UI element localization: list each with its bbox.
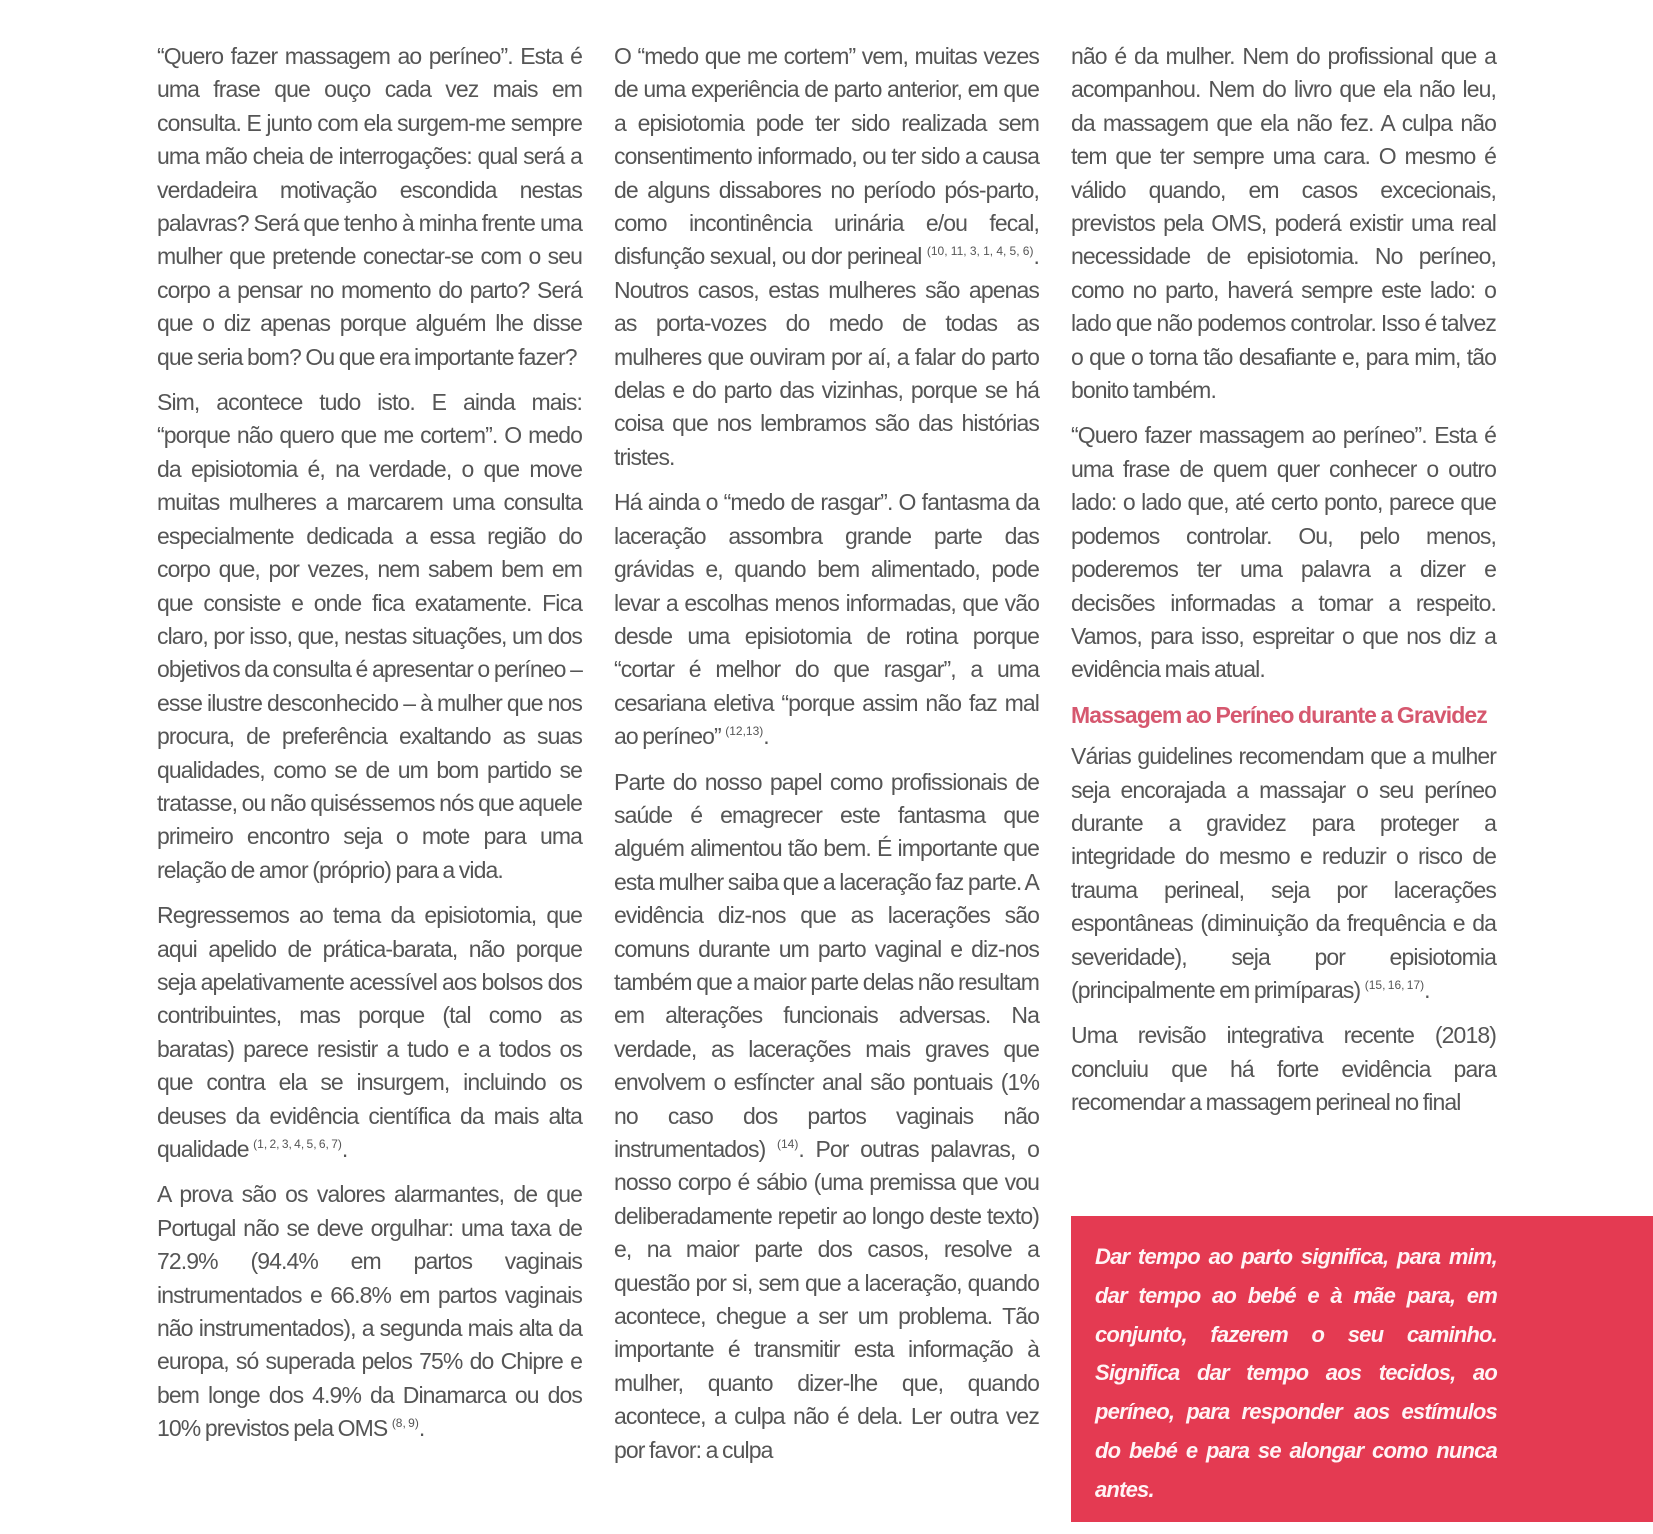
paragraph-text: . [763,723,769,750]
paragraph-text: . Noutros casos, estas mulheres são apenas as porta-vozes do medo de todas as mulheres que ouviram por aí, a falar do parto delas e do parto das vizinhas, porque se há coisa que nos lembramos são das histórias tristes. [614,243,1039,470]
paragraph [1071,419,1496,686]
citation-reference: (12,13) [725,724,764,739]
paragraph-text: . [1424,976,1430,1003]
paragraph-text: . Por outras palavras, o nosso corpo é sábio (uma premissa que vou deliberadamente repetir ao longo deste texto) e, na maior parte dos casos, resolve a questão por si, sem que a laceração, quando acontece, chegue a ser um problema. Tão importante é transmitir esta informação à mulher, quanto dizer-lhe que, quando acontece, a culpa não é dela. Ler outra vez por favor: a culpa [614,1136,1039,1463]
citation-reference: (10, 11, 3, 1, 4, 5, 6) [926,244,1034,259]
citation-reference: (14) [777,1137,799,1151]
paragraph-text: Parte do nosso papel como profissionais de saúde é emagrecer este fantasma que alguém alimentou tão bem. É importante que esta mulher saiba que a laceração faz parte. A evidência diz-nos que as lacerações são comuns durante um parto vaginal e diz-nos também que a maior parte delas não resultam em alterações funcionais adversas. Na verdade, as lacerações mais graves que envolvem o esfíncter anal são pontuais (1% no caso dos partos vaginais não instrumentados) [614,768,1039,1162]
paragraph-text: Várias guidelines recomendam que a mulher seja encorajada a massajar o seu períneo durante a gravidez para proteger a integridade do mesmo e reduzir o risco de trauma perineal, seja por lacerações espontâneas (diminuição da frequência e da severidade), seja por episiotomia (principalmente em primíparas) [1071,743,1496,1003]
paragraph [1071,40,1496,407]
paragraph [157,386,582,887]
paragraph-text: Uma revisão integrativa recente (2018) concluiu que há forte evidência para recomendar a massagem perineal no final [1071,1022,1496,1116]
citation-reference: (8, 9) [391,1416,419,1431]
paragraph-text: . [418,1415,425,1442]
paragraph-text: A prova são os valores alarmantes, de que Portugal não se deve orgulhar: uma taxa de 72.9% (94.4% em partos vaginais instrumentados e 66.8% em partos vaginais não instrumentados), a segunda mais alta da europa, só superada pelos 75% do Chipre e bem longe dos 4.9% da Dinamarca ou dos 10% previstos pela OMS [157,1181,582,1442]
paragraph [614,766,1039,1468]
citation-reference: (1, 2, 3, 4, 5, 6, 7) [253,1137,342,1151]
paragraph-text: O “medo que me cortem” vem, muitas vezes de uma experiência de parto anterior, em que a episiotomia pode ter sido realizada sem consentimento informado, ou ter sido a causa de alguns dissabores no período pós-parto, como incontinência urinária e/ou fecal, disfunção sexual, ou dor perineal [614,43,1039,270]
paragraph [614,40,1039,474]
paragraph [1071,1019,1496,1119]
pullquote-text: Dar tempo ao parto significa, para mim, dar tempo ao bebé e à mãe para, em conjunto, fazerem o seu caminho. Significa dar tempo aos tecidos, ao períneo, para responder aos estímulos do bebé e para se alongar como nunca antes. [1095,1244,1497,1502]
paragraph [157,899,582,1166]
paragraph-text: “Quero fazer massagem ao períneo”. Esta é uma frase que ouço cada vez mais em consulta. E junto com ela surgem-me sempre uma mão cheia de interrogações: qual será a verdadeira motivação escondida nestas palavras? Será que tenho à minha frente uma mulher que pretende conectar-se com o seu corpo a pensar no momento do parto? Será que o diz apenas porque alguém lhe disse que seria bom? Ou que era importante fazer? [157,43,582,370]
article-column-1 [157,40,582,1458]
paragraph-text: . [341,1136,348,1162]
paragraph [157,40,582,374]
paragraph [614,486,1039,753]
citation-reference: (15, 16, 17) [1364,977,1425,992]
pullquote-box [1071,1216,1653,1522]
paragraph-text: Regressemos ao tema da episiotomia, que aqui apelido de prática-barata, não porque seja apelativamente acessível aos bolsos dos contribuintes, mas porque (tal como as baratas) parece resistir a tudo e a todos os que contra ela se insurgem, incluindo os deuses da evidência científica da mais alta qualidade [157,902,582,1162]
paragraph-text: “Quero fazer massagem ao períneo”. Esta é uma frase de quem quer conhecer o outro lado: o lado que, até certo ponto, parece que podemos controlar. Ou, pelo menos, poderemos ter uma palavra a dizer e decisões informadas a tomar a respeito. Vamos, para isso, espreitar o que nos diz a evidência mais atual. [1071,422,1496,683]
article-column-3 [1071,40,1496,1132]
paragraph-text: não é da mulher. Nem do profissional que a acompanhou. Nem do livro que ela não leu, da massagem que ela não fez. A culpa não tem que ter sempre uma cara. O mesmo é válido quando, em casos excecionais, previstos pela OMS, poderá existir uma real necessidade de episiotomia. No períneo, como no parto, haverá sempre este lado: o lado que não podemos controlar. Isso é talvez o que o torna tão desafiante e, para mim, tão bonito também. [1071,43,1496,404]
paragraph [157,1178,582,1445]
paragraph-text: Há ainda o “medo de rasgar”. O fantasma da laceração assombra grande parte das grávidas e, quando bem alimentado, pode levar a escolhas menos informadas, que vão desde uma episiotomia de rotina porque “cortar é melhor do que rasgar”, a uma cesariana eletiva “porque assim não faz mal ao períneo” [614,489,1039,750]
article-column-2 [614,40,1039,1479]
section-heading: Massagem ao Períneo durante a Gravidez [1071,701,1487,728]
paragraph-text: Sim, acontece tudo isto. E ainda mais: “porque não quero que me cortem”. O medo da episiotomia é, na verdade, o que move muitas mulheres a marcarem uma consulta especialmente dedicada a essa região do corpo que, por vezes, nem sabem bem em que consiste e onde fica exatamente. Fica claro, por isso, que, nestas situações, um dos objetivos da consulta é apresentar o períneo – esse ilustre desconhecido – à mulher que nos procura, de preferência exaltando as suas qualidades, como se de um bom partido se tratasse, ou não quiséssemos nós que aquele primeiro encontro seja o mote para uma relação de amor (próprio) para a vida. [157,389,582,883]
paragraph [1071,740,1496,1007]
